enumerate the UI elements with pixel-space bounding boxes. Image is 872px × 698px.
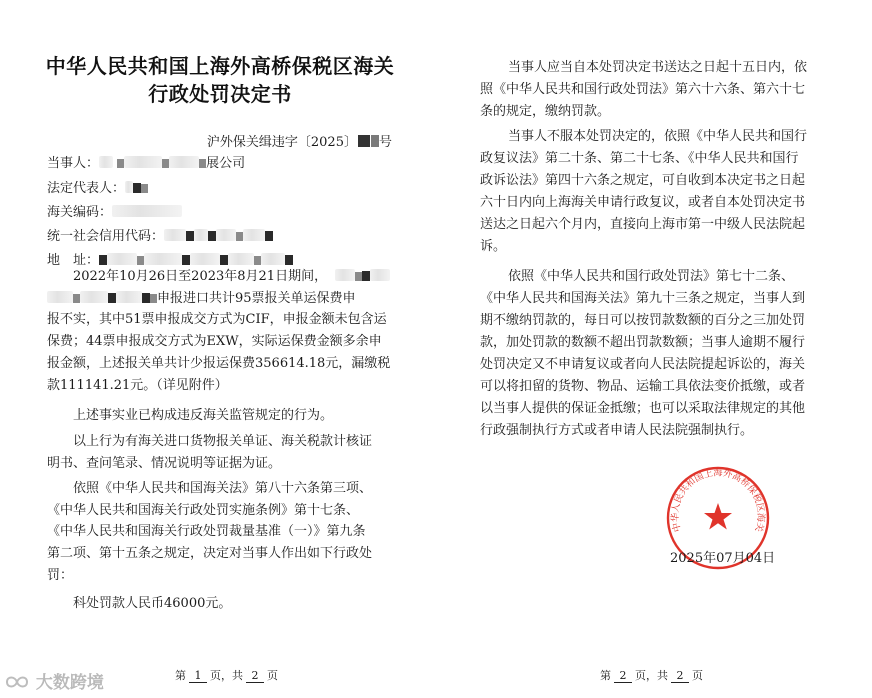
redaction-mark xyxy=(208,231,216,241)
redaction-mark xyxy=(117,159,124,168)
document-number xyxy=(207,131,392,150)
paragraph-line: 《中华人民共和国海关法》第九十三条之规定，当事人到 xyxy=(480,291,806,306)
redacted-text xyxy=(124,156,162,168)
customs-code-label: 海关编码： xyxy=(47,205,113,220)
redaction-mark xyxy=(358,135,370,147)
footer-text: 页，共 xyxy=(210,669,243,682)
paragraph-line: 政诉讼法》第四十六条之规定，可自收到本决定书之日起 xyxy=(480,173,806,188)
paragraph-line: 《中华人民共和国海关行政处罚实施条例》第十七条、 xyxy=(47,502,360,518)
seal-star-icon xyxy=(704,503,732,530)
document-number-prefix: 沪外保关缉违字〔2025〕 xyxy=(206,135,357,150)
redacted-text xyxy=(194,229,208,241)
paragraph-line: 政复议法》第二十条、第二十七条、《中华人民共和国行 xyxy=(480,151,799,166)
redaction-mark xyxy=(362,271,370,281)
redaction-mark xyxy=(285,255,293,265)
redaction-mark xyxy=(99,255,107,265)
legal-rep-label: 法定代表人： xyxy=(47,181,126,196)
page-total: 2 xyxy=(246,669,264,683)
issue-date: 2025年07月04日 xyxy=(670,551,776,566)
paragraph-line: 照《中华人民共和国行政处罚法》第六十六条、第六十七 xyxy=(480,82,806,97)
footer-text: 页 xyxy=(267,669,278,682)
redacted-text xyxy=(107,253,137,265)
paragraph-line: 以上行为有海关进口货物报关单证、海关税款计核证 xyxy=(73,434,373,449)
page-total: 2 xyxy=(671,669,689,683)
paragraph-line: 款111141.21元。（详见附件） xyxy=(47,377,228,393)
text-run: 申报进口共计95票报关单运保费申 xyxy=(157,290,356,306)
footer-text: 页，共 xyxy=(635,669,668,682)
penalty-paragraph xyxy=(47,593,405,615)
redaction-mark xyxy=(142,293,150,303)
redacted-text xyxy=(144,253,182,265)
paragraph-line: 上述事实业已构成违反海关监管规定的行为。 xyxy=(73,408,334,423)
customs-code-field xyxy=(47,201,182,220)
watermark-text: 大数跨境 xyxy=(35,673,104,693)
redaction-mark xyxy=(355,272,362,281)
redacted-text xyxy=(164,229,186,241)
redacted-text xyxy=(370,269,390,281)
redaction-mark xyxy=(141,184,148,193)
footer-text: 页 xyxy=(692,669,703,682)
evidence-paragraph xyxy=(47,431,405,474)
page-footer xyxy=(175,667,278,683)
page-number: 1 xyxy=(189,669,207,683)
redacted-text xyxy=(228,253,254,265)
redacted-text xyxy=(169,156,199,168)
redacted-text xyxy=(335,269,355,281)
paragraph-line: 当事人不服本处罚决定的，依照《中华人民共和国行 xyxy=(508,129,808,144)
paragraph-line: 处罚决定又不申请复议或者向人民法院提起诉讼的，海关 xyxy=(480,357,806,372)
text-run: 2022年10月26日至2023年8月21日期间， xyxy=(73,269,328,284)
redacted-text xyxy=(216,229,236,241)
paragraph-line: 《中华人民共和国海关行政处罚裁量基准（一）》第九条 xyxy=(47,524,366,540)
paragraph-line: 送达之日起六个月内，直接向上海市第一中级人民法院起 xyxy=(480,217,806,232)
paragraph-line: 罚： xyxy=(47,567,74,583)
paragraph-line: 第二项、第十五条之规定，决定对当事人作出如下行政处 xyxy=(47,546,373,562)
redaction-mark xyxy=(254,256,261,265)
redacted-text xyxy=(125,181,133,193)
paragraph-line: 可以将扣留的货物、物品、运输工具依法变价抵缴，或者 xyxy=(480,379,806,394)
redaction-mark xyxy=(371,135,379,147)
paragraph-line: 条的规定，缴纳罚款。 xyxy=(480,104,611,119)
party-label: 当事人： xyxy=(47,156,100,171)
redaction-mark xyxy=(265,231,273,241)
paragraph-line: 以当事人提供的保证金抵缴；也可以采取法律规定的其他 xyxy=(480,401,806,416)
redaction-mark xyxy=(236,232,243,241)
document-number-suffix: 号 xyxy=(378,135,392,150)
paragraph-line: 依照《中华人民共和国海关法》第八十六条第三项、 xyxy=(73,481,373,496)
redacted-text xyxy=(112,205,182,217)
redaction-mark xyxy=(73,294,80,303)
redaction-mark xyxy=(162,159,169,168)
address-label: 地 址： xyxy=(47,253,100,268)
redaction-mark xyxy=(133,183,141,193)
paragraph-line: 保费；44票申报成交方式为EXW，实际运保费金额多余申 xyxy=(47,334,382,350)
legal-basis-paragraph xyxy=(47,478,405,587)
document-title-line2: 行政处罚决定书 xyxy=(148,82,292,106)
redaction-mark xyxy=(220,255,228,265)
redacted-text xyxy=(190,253,220,265)
paragraph-line: 期不缴纳罚款的，每日可以按罚款数额的百分之三加处罚 xyxy=(480,313,806,328)
paragraph-line: 依照《中华人民共和国行政处罚法》第七十二条、 xyxy=(508,269,795,284)
paragraph-line: 诉。 xyxy=(480,239,507,254)
violation-paragraph xyxy=(47,405,405,427)
party-name-visible: 展公司 xyxy=(206,156,246,171)
redacted-text xyxy=(116,291,142,303)
paragraph-line: 款，加处罚款的数额不超出罚款数额；当事人逾期不履行 xyxy=(480,335,806,350)
redacted-text xyxy=(261,253,285,265)
redaction-mark xyxy=(186,231,194,241)
redaction-mark xyxy=(182,255,190,265)
payment-deadline-paragraph xyxy=(480,57,826,123)
footer-text: 第 xyxy=(600,669,611,682)
party-field xyxy=(47,152,245,171)
watermark-logo-icon xyxy=(4,673,30,691)
paragraph-line: 报不实，其中51票申报成交方式为CIF，申报金额未包含运 xyxy=(47,312,387,328)
watermark xyxy=(4,668,104,693)
redacted-text xyxy=(80,291,108,303)
seal-text: 中华人民共和国上海外高桥保税区海关 xyxy=(669,467,767,533)
paragraph-line xyxy=(47,288,405,310)
paragraph-line: 行政强制执行方式或者申请人民法院强制执行。 xyxy=(480,423,754,438)
facts-paragraph xyxy=(47,266,405,396)
paragraph-line: 六十日内向上海海关申请行政复议，或者自本处罚决定书 xyxy=(480,195,806,210)
redacted-text xyxy=(243,229,265,241)
credit-code-label: 统一社会信用代码： xyxy=(47,229,165,244)
legal-rep-field xyxy=(47,177,148,196)
footer-text: 第 xyxy=(175,669,186,682)
document-title-line1: 中华人民共和国上海外高桥保税区海关 xyxy=(45,54,395,78)
page-footer xyxy=(600,667,703,683)
credit-code-field xyxy=(47,225,273,244)
redaction-mark xyxy=(108,293,116,303)
paragraph-line: 报金额，上述报关单共计少报运保费356614.18元，漏缴税 xyxy=(47,355,391,371)
redacted-text xyxy=(47,291,73,303)
appeal-rights-paragraph xyxy=(480,126,826,258)
paragraph-line xyxy=(47,266,405,288)
redacted-text xyxy=(99,156,113,168)
paragraph-line: 当事人应当自本处罚决定书送达之日起十五日内，依 xyxy=(508,60,808,75)
paragraph-line: 科处罚款人民币46000元。 xyxy=(73,596,232,611)
redaction-mark xyxy=(137,256,144,265)
enforcement-paragraph xyxy=(480,266,826,442)
paragraph-line: 明书、查问笔录、情况说明等证据为证。 xyxy=(47,455,282,471)
redaction-mark xyxy=(150,294,157,303)
page-number: 2 xyxy=(614,669,632,683)
